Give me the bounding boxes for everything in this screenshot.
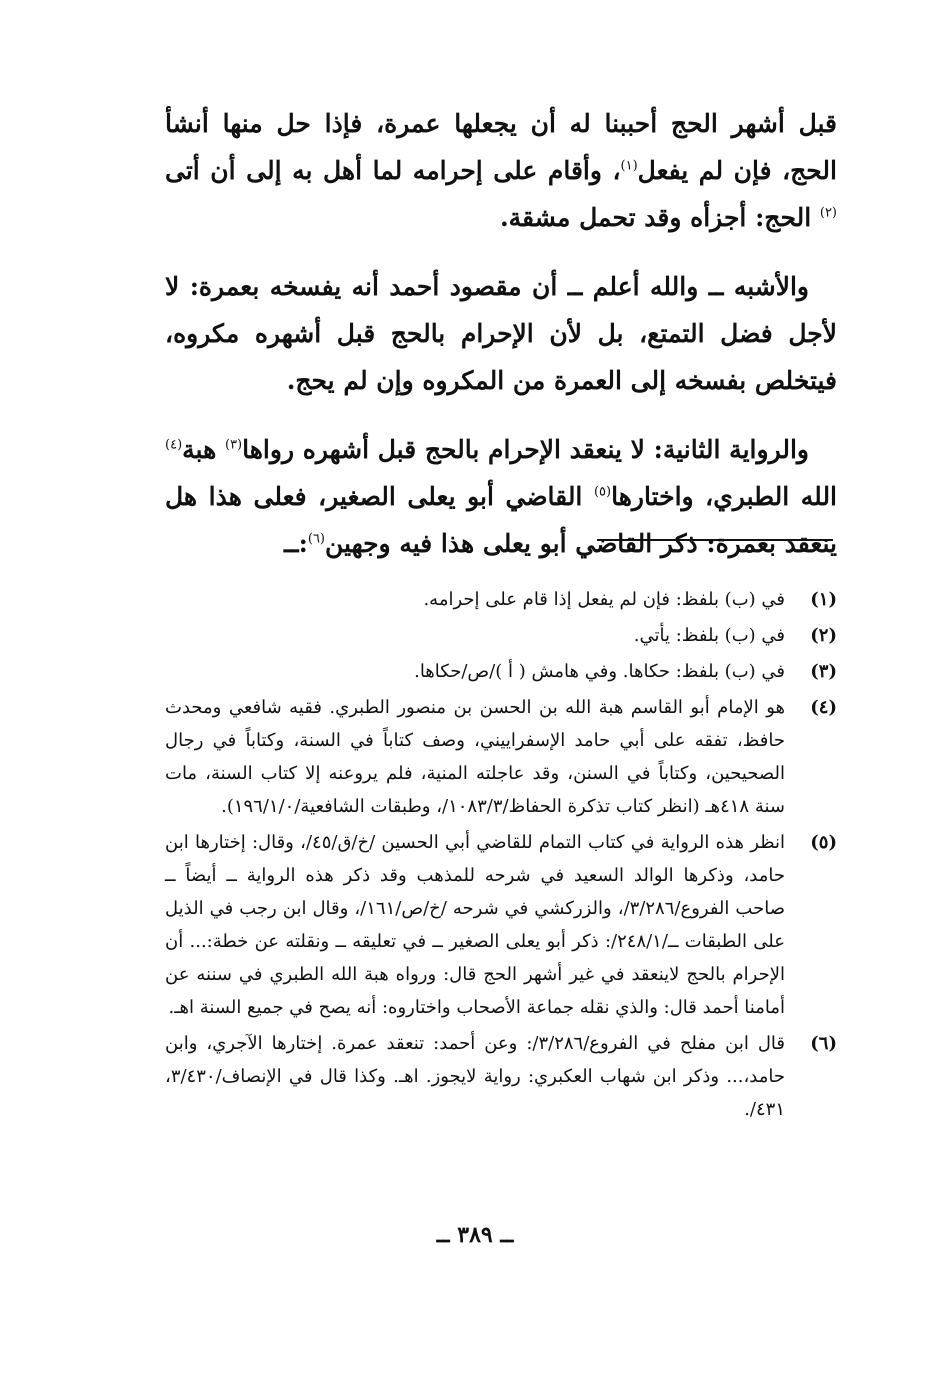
text-span: قبل أشهر الحج أحببنا له أن يجعلها عمرة، فإذا حل منها أنشأ الحج، فإن لم يفعل <box>165 109 837 185</box>
text-span: :ــ <box>283 529 308 558</box>
footnote-ref: (٦) <box>307 531 325 547</box>
footnote <box>165 826 837 1024</box>
footnote-text: هو الإمام أبو القاسم هبة الله بن الحسن بن منصور الطبري. فقيه شافعي ومحدث حافظ، تفقه على أبي حامد الإسفراييني، وصف كتاباً في السنة، وكتاباً في رجال الصحيحين، وكتاباً في السنن، وقد عاجلته المنية، فلم يروعنه إلا كتاب السنة، مات سنة ٤١٨هـ (انظر كتاب تذكرة الحفاظ/١٠٨٣/٣/، وطبقات الشافعية/١٩٦/١/٠). <box>165 697 785 817</box>
text-span: والأشبه ــ والله أعلم ــ أن مقصود أحمد أنه يفسخه بعمرة: لا لأجل فضل التمتع، بل لأن الإحرام بالحج قبل أشهره مكروه، فيتخلص بفسخه إلى العمرة من المكروه وإن لم يحج. <box>165 272 837 395</box>
footnote-separator <box>597 539 833 541</box>
paragraph <box>165 263 837 404</box>
footnote-number: (٦) <box>810 1033 837 1054</box>
footnote-ref: (٤) <box>165 437 183 453</box>
footnote-text: في (ب) بلفظ: يأتي. <box>633 625 785 646</box>
page-number: ــ ٣٨٩ ــ <box>436 1222 514 1248</box>
text-span: ، وأقام على إحرامه لما أهل به إلى أن أتى <box>165 156 621 185</box>
footnotes <box>165 583 837 1129</box>
footnote-ref: (٢) <box>819 205 837 221</box>
footnote-text: قال ابن مفلح في الفروع/٣/٢٨٦/: وعن أحمد: تنعقد عمرة. إختارها الآجري، وابن حامد،... وذكر ابن شهاب العكبري: رواية لايجوز. اهـ. وكذا قال في الإنصاف/٣/٤٣٠، ٤٣١/. <box>165 1033 785 1120</box>
footnote-number: (٣) <box>810 661 837 682</box>
footnote-ref: (١) <box>620 158 638 174</box>
footnote <box>165 619 837 652</box>
text-span: القاضي أبو يعلى الصغير، فعلى هذا هل ينعقد بعمرة: ذكر القاضي أبو يعلى هذا فيه وجهين <box>165 482 837 558</box>
text-span: الله الطبري، واختارها <box>611 482 838 511</box>
footnote-number: (٤) <box>810 697 837 718</box>
footnote-text: انظر هذه الرواية في كتاب التمام للقاضي أبي الحسين /خ/ق/٤٥/، وقال: إختارها ابن حامد، وذكرها الوالد السعيد في شرحه للمذهب وقد ذكر هذه الرواية ــ أيضاً ــ صاحب الفروع/٣/٢٨٦/، والزركشي في شرحه /خ/ص/١٦١/، وقال ابن رجب في الذيل على الطبقات ــ/٢٤٨/١/: ذكر أبو يعلى الصغير ــ في تعليقه ــ ونقلته عن خطة:... أن الإحرام بالحج لاينعقد في غير أشهر الحج قال: ورواه هبة الله الطبري في سننه عن أمامنا أحمد قال: والذي نقله جماعة الأصحاب واختاروه: أنه يصح في جميع السنة اهـ. <box>165 832 786 1018</box>
paragraph <box>165 426 837 567</box>
text-span: هبة <box>182 435 225 464</box>
footnote-text: في (ب) بلفظ: حكاها. وفي هامش ( أ )/ص/حكاها. <box>414 661 785 682</box>
footnote-number: (٢) <box>810 625 837 646</box>
main-text <box>165 100 837 567</box>
page-body <box>165 100 837 589</box>
footnote <box>165 583 837 616</box>
footnote-text: في (ب) بلفظ: فإن لم يفعل إذا قام على إحرامه. <box>423 589 785 610</box>
footnote <box>165 691 837 823</box>
text-span: والرواية الثانية: لا ينعقد الإحرام بالحج قبل أشهره رواها <box>242 435 809 464</box>
paragraph <box>165 100 837 241</box>
footnote-number: (١) <box>810 589 837 610</box>
footnote-number: (٥) <box>810 832 837 853</box>
footnote <box>165 655 837 688</box>
footnote-ref: (٣) <box>224 437 243 453</box>
footnote <box>165 1027 837 1126</box>
footnote-ref: (٥) <box>593 484 612 500</box>
text-span: الحج: أجزأه وقد تحمل مشقة. <box>499 203 820 232</box>
